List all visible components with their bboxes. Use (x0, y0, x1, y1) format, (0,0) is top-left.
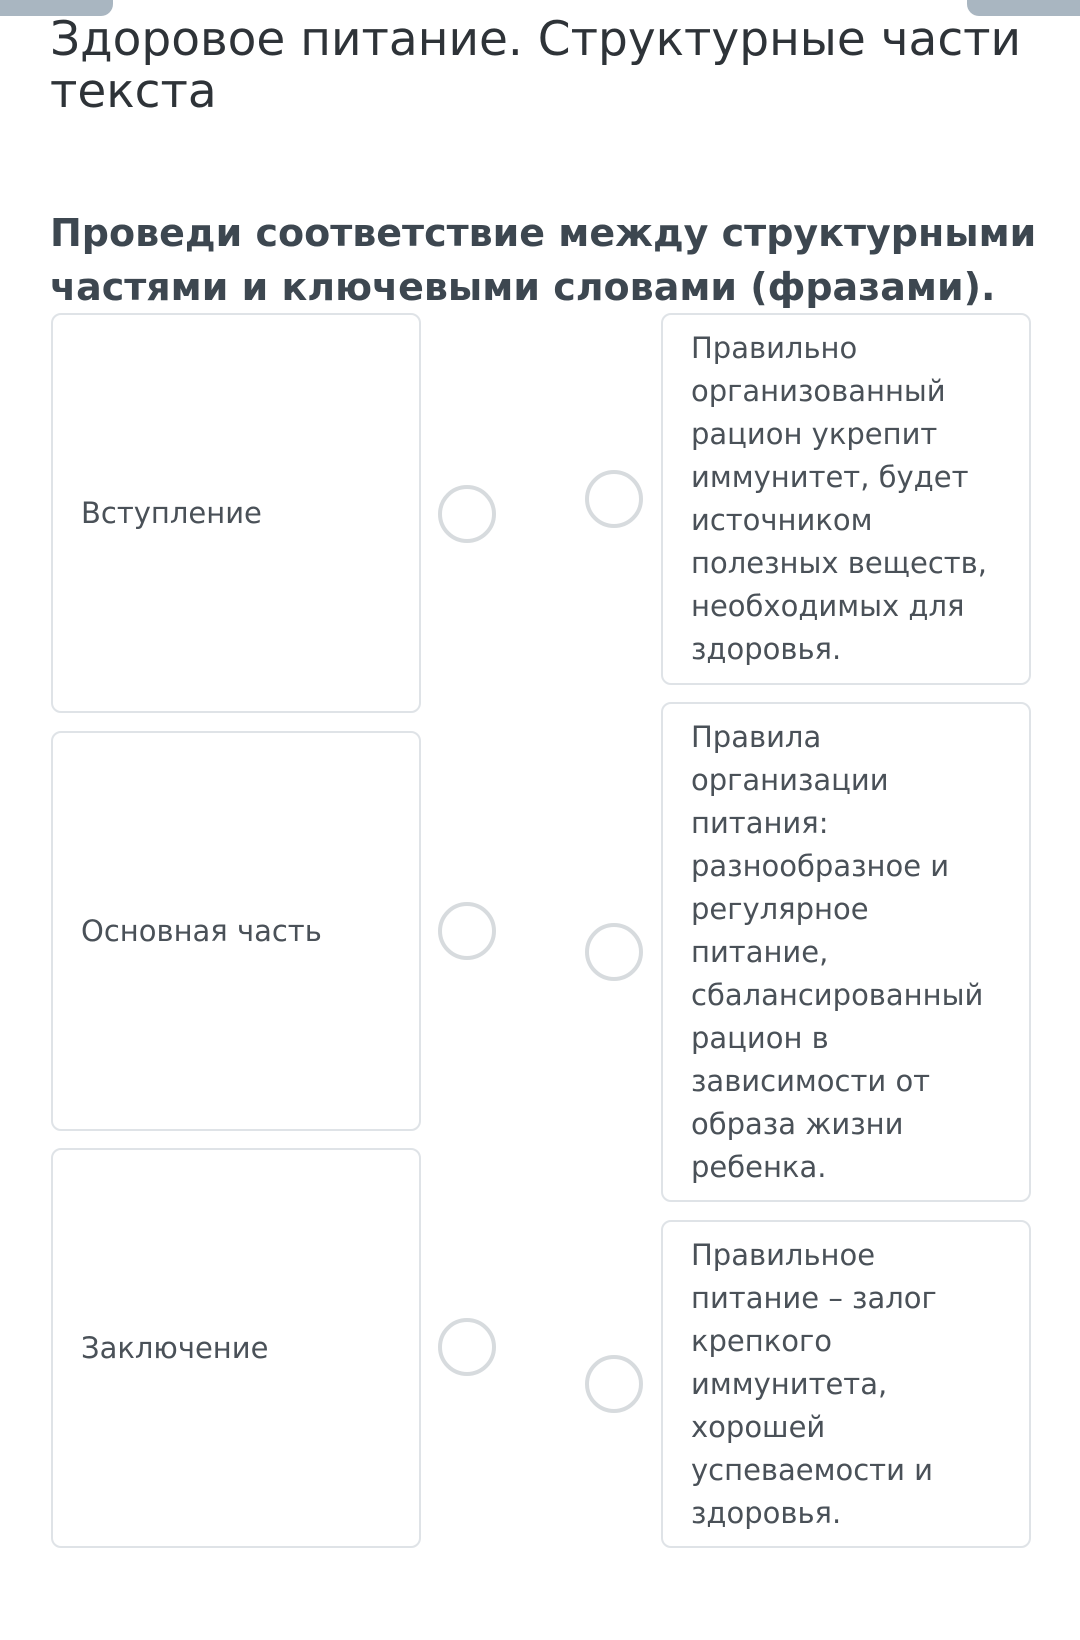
left-match-radio-2[interactable] (438, 902, 496, 960)
left-match-radio-1[interactable] (438, 485, 496, 543)
left-item-label: Основная часть (81, 914, 322, 948)
left-item-label: Вступление (81, 496, 262, 530)
left-item-conclusion[interactable] (51, 1148, 421, 1548)
right-item-text: Правила организации питания: разнообразное и регулярное питание, сбалансированный рацион в зависимости от образа жизни ребенка. (691, 719, 984, 1184)
right-match-radio-1[interactable] (585, 470, 643, 528)
page-title: Здоровое питание. Структурные части текста (50, 12, 1022, 119)
left-item-main[interactable] (51, 731, 421, 1131)
left-item-label: Заключение (81, 1331, 269, 1365)
right-item-1[interactable] (661, 313, 1031, 685)
left-match-radio-3[interactable] (438, 1318, 496, 1376)
left-item-intro[interactable] (51, 313, 421, 713)
right-match-radio-2[interactable] (585, 923, 643, 981)
right-item-text: Правильное питание – залог крепкого иммунитета, хорошей успеваемости и здоровья. (691, 1237, 937, 1530)
question-prompt: Проведи соответствие между структурными частями и ключевыми словами (фразами). (50, 211, 1037, 309)
right-item-2[interactable] (661, 702, 1031, 1202)
right-item-text: Правильно организованный рацион укрепит иммунитет, будет источником полезных веществ, необходимых для здоровья. (691, 331, 987, 666)
right-match-radio-3[interactable] (585, 1355, 643, 1413)
right-item-3[interactable] (661, 1220, 1031, 1548)
